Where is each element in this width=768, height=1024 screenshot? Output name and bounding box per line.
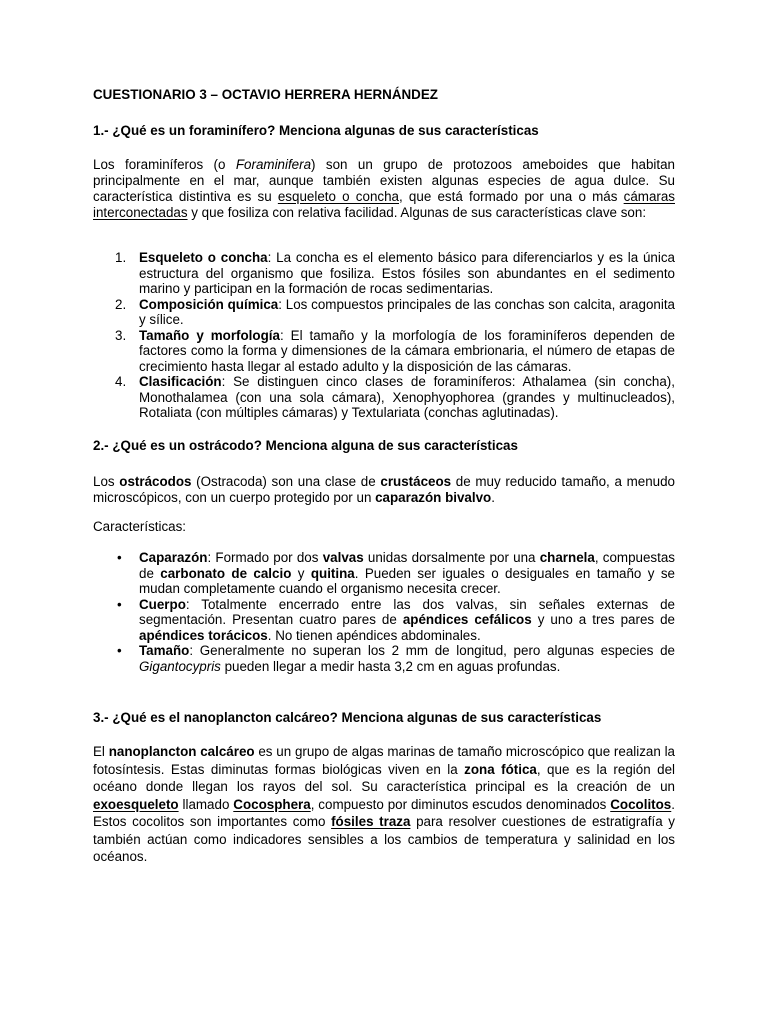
list-item: • Cuerpo: Totalmente encerrado entre las dos valvas, sin señales externas de segmentación. Presentan cuatro pares de apéndices cefálicos y uno a tres pares de apéndices torácicos. No tienen apéndices abdominales. (117, 596, 676, 643)
question-1-list (93, 250, 675, 421)
list-item: 2. Composición química: Los compuestos principales de las conchas son calcita, aragonita y sílice. (115, 296, 675, 327)
question-2-heading: 2.- ¿Qué es un ostrácodo? Menciona alguna de sus características (93, 438, 518, 453)
question-3-heading: 3.- ¿Qué es el nanoplancton calcáreo? Menciona algunas de sus características (93, 710, 602, 725)
list-item: 1. Esqueleto o concha: La concha es el elemento básico para diferenciarlos y es la única estructura del organismo que fosiliza. Estos fósiles son abundantes en el sedimento marino y participan en la formación de rocas sedimentarias. (115, 250, 675, 296)
question-2-paragraph: Los ostrácodos (Ostracoda) son una clase de crustáceos de muy reducido tamaño, a menudo microscópicos, con un cuerpo protegido por un caparazón bivalvo. (93, 474, 675, 505)
list-item: • Caparazón: Formado por dos valvas unidas dorsalmente por una charnela, compuestas de carbonato de calcio y quitina. Pueden ser iguales o desiguales en tamaño y se mudan completamente cuando el organismo necesita crecer. (117, 550, 675, 596)
question-2-list (93, 550, 675, 674)
list-item: 3. Tamaño y morfología: El tamaño y la morfología de los foraminíferos dependen de factores como la forma y dimensiones de la cámara embrionaria, el número de etapas de crecimiento hasta llegar al estado adulto y la disposición de las cámaras. (115, 327, 675, 374)
question-3-paragraph: El nanoplancton calcáreo es un grupo de algas marinas de tamaño microscópico que realizan la fotosíntesis. Estas diminutas formas biológicas viven en la zona fótica, que es la región del océano donde llegan los rayos del sol. Su característica principal es la creación de un exoesqueleto llamado Cocosphera, compuesto por diminutos escudos denominados Cocolitos. Estos cocolitos son importantes como fósiles traza para resolver cuestiones de estratigrafía y también actúan como indicadores sensibles a los cambios de temperatura y salinidad en los océanos. (93, 744, 676, 864)
document-title: CUESTIONARIO 3 – OCTAVIO HERRERA HERNÁNDEZ (93, 87, 438, 102)
list-item: 4. Clasificación: Se distinguen cinco clases de foraminíferos: Athalamea (sin concha), Monothalamea (con una sola cámara), Xenophyophorea (grandes y multinucleados), Rotaliata (con múltiples cámaras) y Textulariata (conchas aglutinadas). (115, 374, 675, 420)
question-1-paragraph: Los foraminíferos (o Foraminifera) son un grupo de protozoos ameboides que habitan principalmente en el mar, aunque también existen algunas especies de agua dulce. Su característica distintiva es su esqueleto o concha, que está formado por una o más cámaras interconectadas y que fosiliza con relativa facilidad. Algunas de sus características clave son: (93, 157, 675, 220)
caracteristicas-label: Características: (93, 519, 187, 534)
list-item: • Tamaño: Generalmente no superan los 2 mm de longitud, pero algunas especies de Gigantocypris pueden llegar a medir hasta 3,2 cm en aguas profundas. (117, 643, 675, 674)
question-1-heading: 1.- ¿Qué es un foraminífero? Menciona algunas de sus características (93, 123, 539, 138)
